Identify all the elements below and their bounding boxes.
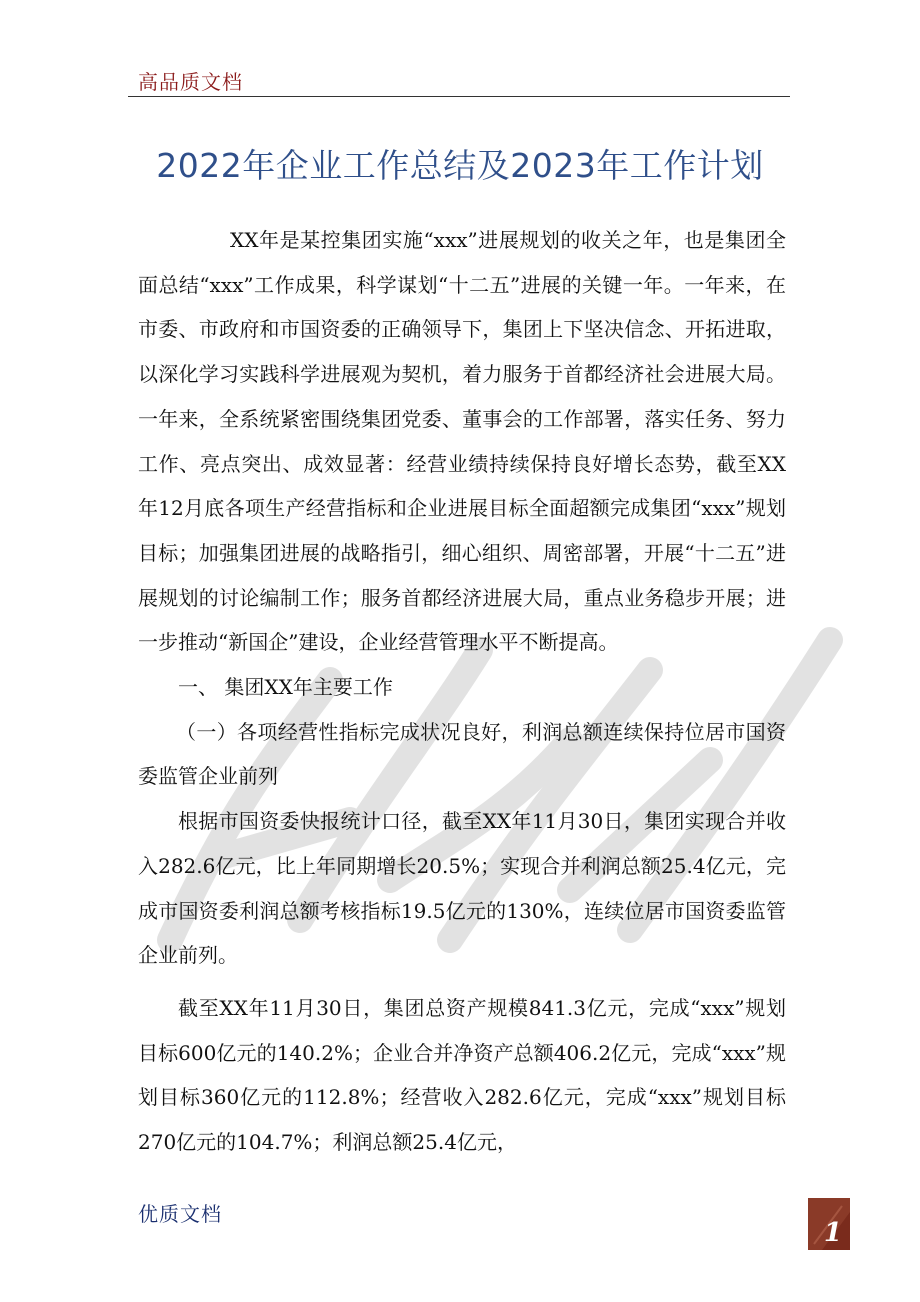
paragraph-intro: XX年是某控集团实施“xxx”进展规划的收关之年，也是集团全面总结“xxx”工作成果，科学谋划“十二五”进展的关键一年。一年来，在市委、市政府和市国资委的正确领导下，集团上下坚决信念、开拓进取，以深化学习实践科学进展观为契机，着力服务于首都经济社会进展大局。一年来，全系统紧密围绕集团党委、董事会的工作部署，落实任务、努力工作、亮点突出、成效显著：经营业绩持续保持良好增长态势，截至XX年12月底各项生产经营指标和企业进展目标全面超额完成集团“xxx”规划目标；加强集团进展的战略指引，细心组织、周密部署，开展“十二五”进展规划的讨论编制工作；服务首都经济进展大局，重点业务稳步开展；进一步推动“新国企”建设，企业经营管理水平不断提高。 bbox=[138, 228, 786, 655]
paragraph-assets: 截至XX年11月30日，集团总资产规模841.3亿元，完成“xxx”规划目标600亿元的140.2%；企业合并净资产总额406.2亿元，完成“xxx”规划目标360亿元的112.8%；经营收入282.6亿元，完成“xxx”规划目标270亿元的104.7%；利润总额25.4亿元， bbox=[138, 995, 786, 1155]
subsection-heading: （一）各项经营性指标完成状况良好，利润总额连续保持位居市国资委监管企业前列 bbox=[138, 719, 786, 789]
header-label: 高品质文档 bbox=[138, 70, 243, 94]
paragraph-revenue: 根据市国资委快报统计口径，截至XX年11月30日，集团实现合并收入282.6亿元，比上年同期增长20.5%；实现合并利润总额25.4亿元，完成市国资委利润总额考核指标19.5亿元的130%，连续位居市国资委监管企业前列。 bbox=[138, 809, 786, 968]
page-number: 1 bbox=[823, 1218, 842, 1248]
page-number-badge bbox=[808, 1198, 850, 1250]
section-heading: 一、 集团XX年主要工作 bbox=[178, 675, 393, 700]
header-divider bbox=[128, 96, 790, 97]
document-body bbox=[138, 218, 786, 1165]
footer-label: 优质文档 bbox=[138, 1202, 222, 1226]
document-title: 2022年企业工作总结及2023年工作计划 bbox=[156, 146, 764, 185]
